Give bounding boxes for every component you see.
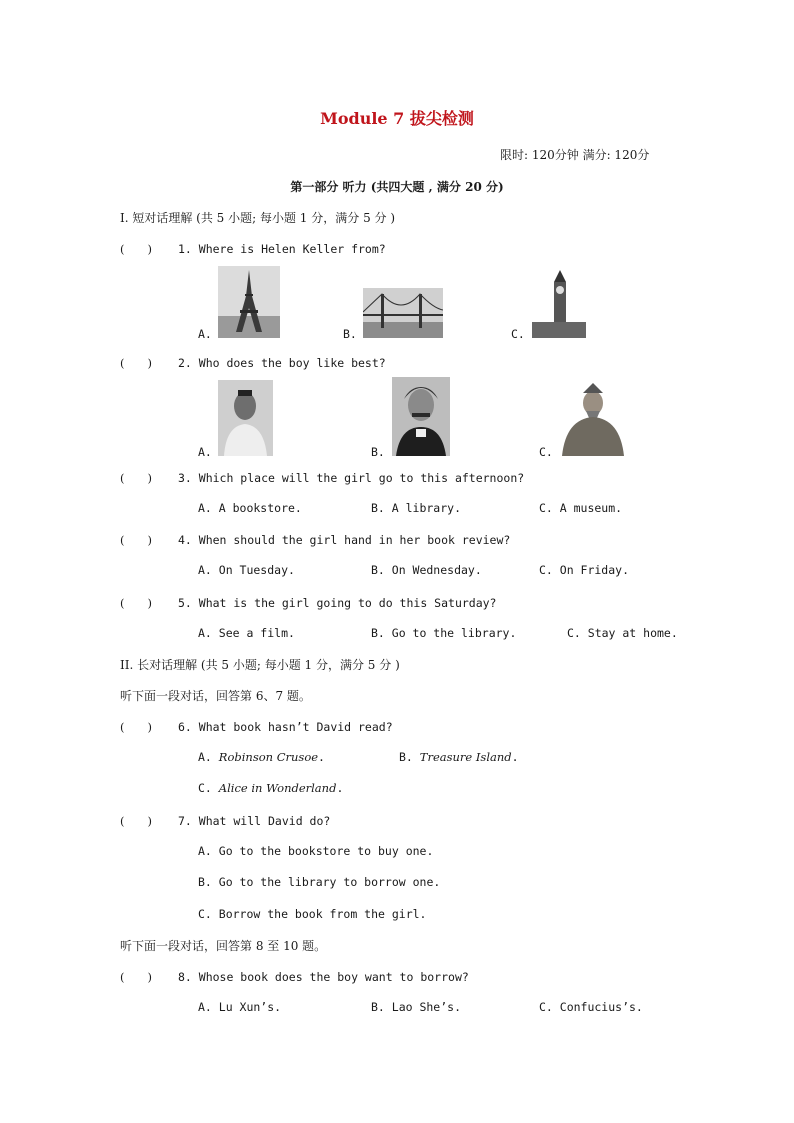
option-c: C. Stay at home. (567, 626, 678, 640)
answer-blank[interactable]: ( ) (120, 533, 152, 547)
option-b (399, 750, 519, 764)
question-text: 6. What book hasn’t David read? (178, 720, 393, 734)
option-a: A. See a film. (198, 626, 295, 640)
big-ben-image (532, 270, 586, 338)
period: . (336, 781, 344, 795)
option-c: C. Confucius’s. (539, 1000, 643, 1014)
question-text: 2. Who does the boy like best? (178, 356, 386, 370)
answer-blank[interactable]: ( ) (120, 596, 152, 610)
period: . (318, 750, 325, 764)
instruction-1: 听下面一段对话，回答第 6、7 题。 (120, 689, 311, 703)
option-c: C. Borrow the book from the girl. (198, 907, 427, 921)
part-heading: 第一部分 听力 (共四大题 , 满分 20 分) (290, 180, 504, 194)
option-a: A. Go to the bookstore to buy one. (198, 844, 434, 858)
answer-blank[interactable]: ( ) (120, 720, 152, 734)
question-text: 7. What will David do? (178, 814, 331, 828)
option-letter: B. (399, 750, 413, 764)
answer-blank[interactable]: ( ) (120, 471, 152, 485)
book-title: Robinson Crusoe (218, 750, 319, 764)
lu-xun-portrait-image (218, 380, 273, 456)
answer-blank[interactable]: ( ) (120, 970, 152, 984)
question-4 (120, 532, 510, 548)
instruction-2: 听下面一段对话，回答第 8 至 10 题。 (120, 939, 327, 953)
option-c: C. A museum. (539, 501, 623, 515)
question-7 (120, 813, 330, 829)
eiffel-tower-image (218, 266, 280, 338)
option-a-label: A. (198, 327, 212, 341)
answer-blank[interactable]: ( ) (120, 814, 152, 828)
option-b: B. Go to the library to borrow one. (198, 875, 441, 889)
option-c-label: C. (511, 327, 525, 341)
question-text: 1. Where is Helen Keller from? (178, 242, 386, 256)
question-3 (120, 470, 524, 486)
mark-twain-portrait-image (392, 377, 450, 456)
question-text: 4. When should the girl hand in her book review? (178, 533, 511, 547)
confucius-portrait-image (560, 383, 626, 456)
period: . (511, 750, 519, 764)
book-title: Treasure Island (419, 750, 512, 764)
question-1 (120, 241, 386, 257)
option-b: B. Lao She’s. (371, 1000, 462, 1014)
option-b-label: B. (343, 327, 357, 341)
book-title: Alice in Wonderland (218, 781, 337, 795)
option-a: A. Lu Xun’s. (198, 1000, 282, 1014)
question-text: 5. What is the girl going to do this Saturday? (178, 596, 497, 610)
answer-blank[interactable]: ( ) (120, 242, 152, 256)
question-6 (120, 719, 393, 735)
option-a (198, 750, 325, 764)
page-title: Module 7 拔尖检测 (320, 109, 474, 128)
question-2 (120, 355, 386, 371)
question-text: 8. Whose book does the boy want to borrow? (178, 970, 469, 984)
option-a-label: A. (198, 445, 212, 459)
option-a: A. On Tuesday. (198, 563, 295, 577)
answer-blank[interactable]: ( ) (120, 356, 152, 370)
option-b: B. On Wednesday. (371, 563, 482, 577)
time-limit: 限时: 120分钟 满分: 120分 (500, 148, 650, 162)
question-8 (120, 969, 469, 985)
question-5 (120, 595, 497, 611)
golden-gate-bridge-image (363, 288, 443, 338)
section-heading-2: II. 长对话理解 (共 5 小题; 每小题 1 分，满分 5 分 ) (120, 658, 400, 672)
option-b-label: B. (371, 445, 385, 459)
option-c: C. On Friday. (539, 563, 630, 577)
option-letter: C. (198, 781, 212, 795)
option-letter: A. (198, 750, 212, 764)
option-c (198, 781, 343, 795)
section-heading-1: I. 短对话理解 (共 5 小题; 每小题 1 分，满分 5 分 ) (120, 211, 396, 225)
option-a: A. A bookstore. (198, 501, 302, 515)
question-text: 3. Which place will the girl go to this afternoon? (178, 471, 525, 485)
option-c-label: C. (539, 445, 553, 459)
option-b: B. Go to the library. (371, 626, 517, 640)
option-b: B. A library. (371, 501, 462, 515)
